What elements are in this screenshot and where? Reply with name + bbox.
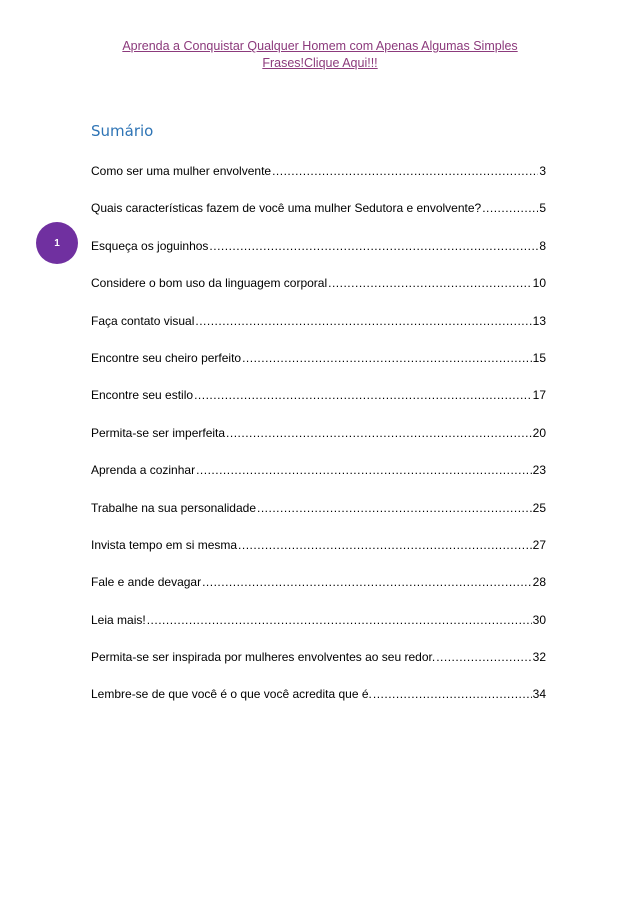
toc-entry[interactable] [91,686,546,723]
header-promo-link[interactable] [100,38,540,72]
toc-dot-leader [196,462,532,478]
toc-entry-text: Leia mais! [91,612,146,627]
toc-entry-page: 3 [539,164,546,178]
toc-entry-page: 25 [532,500,546,515]
toc-dot-leader [238,537,532,553]
toc-entry-text: Lembre-se de que você é o que você acredita que é. [91,687,372,702]
toc-entry-text: Invista tempo em si mesma [91,537,238,552]
toc-entry-page: 27 [532,537,546,552]
toc-entry-text: Aprenda a cozinhar [91,463,196,478]
toc-entry[interactable] [91,387,546,424]
page-number: 1 [54,237,60,249]
toc-dot-leader [436,649,531,665]
toc-dot-leader [272,163,538,179]
toc-entry-text: Considere o bom uso da linguagem corporal [91,276,328,291]
toc-entry-page: 13 [532,313,546,328]
toc-entry[interactable] [91,350,546,387]
toc-entry-text: Faça contato visual [91,313,195,328]
toc-entry-page: 5 [539,201,546,216]
toc-dot-leader [242,350,532,366]
toc-entry[interactable] [91,238,546,275]
toc-entry[interactable] [91,612,546,649]
toc-entry-text: Fale e ande devagar [91,575,202,590]
toc-entry-text: Trabalhe na sua personalidade [91,500,257,515]
header-link-line1: Aprenda a Conquistar Qualquer Homem com Apenas Algumas Simples [122,39,518,53]
toc-entry-text: Quais características fazem de você uma mulher Sedutora e envolvente? [91,201,482,216]
toc-entry-page: 17 [532,388,546,403]
toc-dot-leader [195,313,531,329]
toc-entry[interactable] [91,163,546,200]
toc-entry-text: Permita-se ser inspirada por mulheres envolventes ao seu redor. [91,650,436,665]
toc-entry-text: Como ser uma mulher envolvente [91,164,272,178]
toc-entry-text: Encontre seu cheiro perfeito [91,350,242,365]
header-link-line2: Frases!Clique Aqui!!! [262,56,378,70]
toc-entry[interactable] [91,574,546,611]
toc-entry[interactable] [91,275,546,312]
toc-entry[interactable] [91,425,546,462]
toc-entry-page: 23 [532,463,546,478]
toc-dot-leader [482,200,538,216]
toc-entry[interactable] [91,537,546,574]
toc-title: Sumário [91,122,154,140]
toc-entry[interactable] [91,500,546,537]
toc-entry[interactable] [91,313,546,350]
toc-dot-leader [328,275,532,291]
toc-entry-text: Encontre seu estilo [91,388,194,403]
toc-entry-page: 10 [532,276,546,291]
toc-dot-leader [202,574,532,590]
toc-dot-leader [147,612,532,628]
toc-entry[interactable] [91,462,546,499]
toc-entry-page: 28 [532,575,546,590]
toc-entry-page: 8 [539,238,546,253]
toc-entry-text: Esqueça os joguinhos [91,238,209,253]
toc-entry-page: 30 [532,612,546,627]
toc-entry-page: 34 [532,687,546,702]
toc-dot-leader [226,425,532,441]
toc-dot-leader [209,238,538,254]
toc-dot-leader [257,500,532,516]
toc-dot-leader [194,387,532,403]
toc-entry[interactable] [91,649,546,686]
page-number-badge [36,222,78,264]
toc-entry-text: Permita-se ser imperfeita [91,425,226,440]
table-of-contents [91,163,546,724]
toc-entry-page: 20 [532,425,546,440]
toc-entry[interactable] [91,200,546,237]
toc-dot-leader [373,686,532,702]
toc-entry-page: 32 [532,650,546,665]
toc-entry-page: 15 [532,350,546,365]
